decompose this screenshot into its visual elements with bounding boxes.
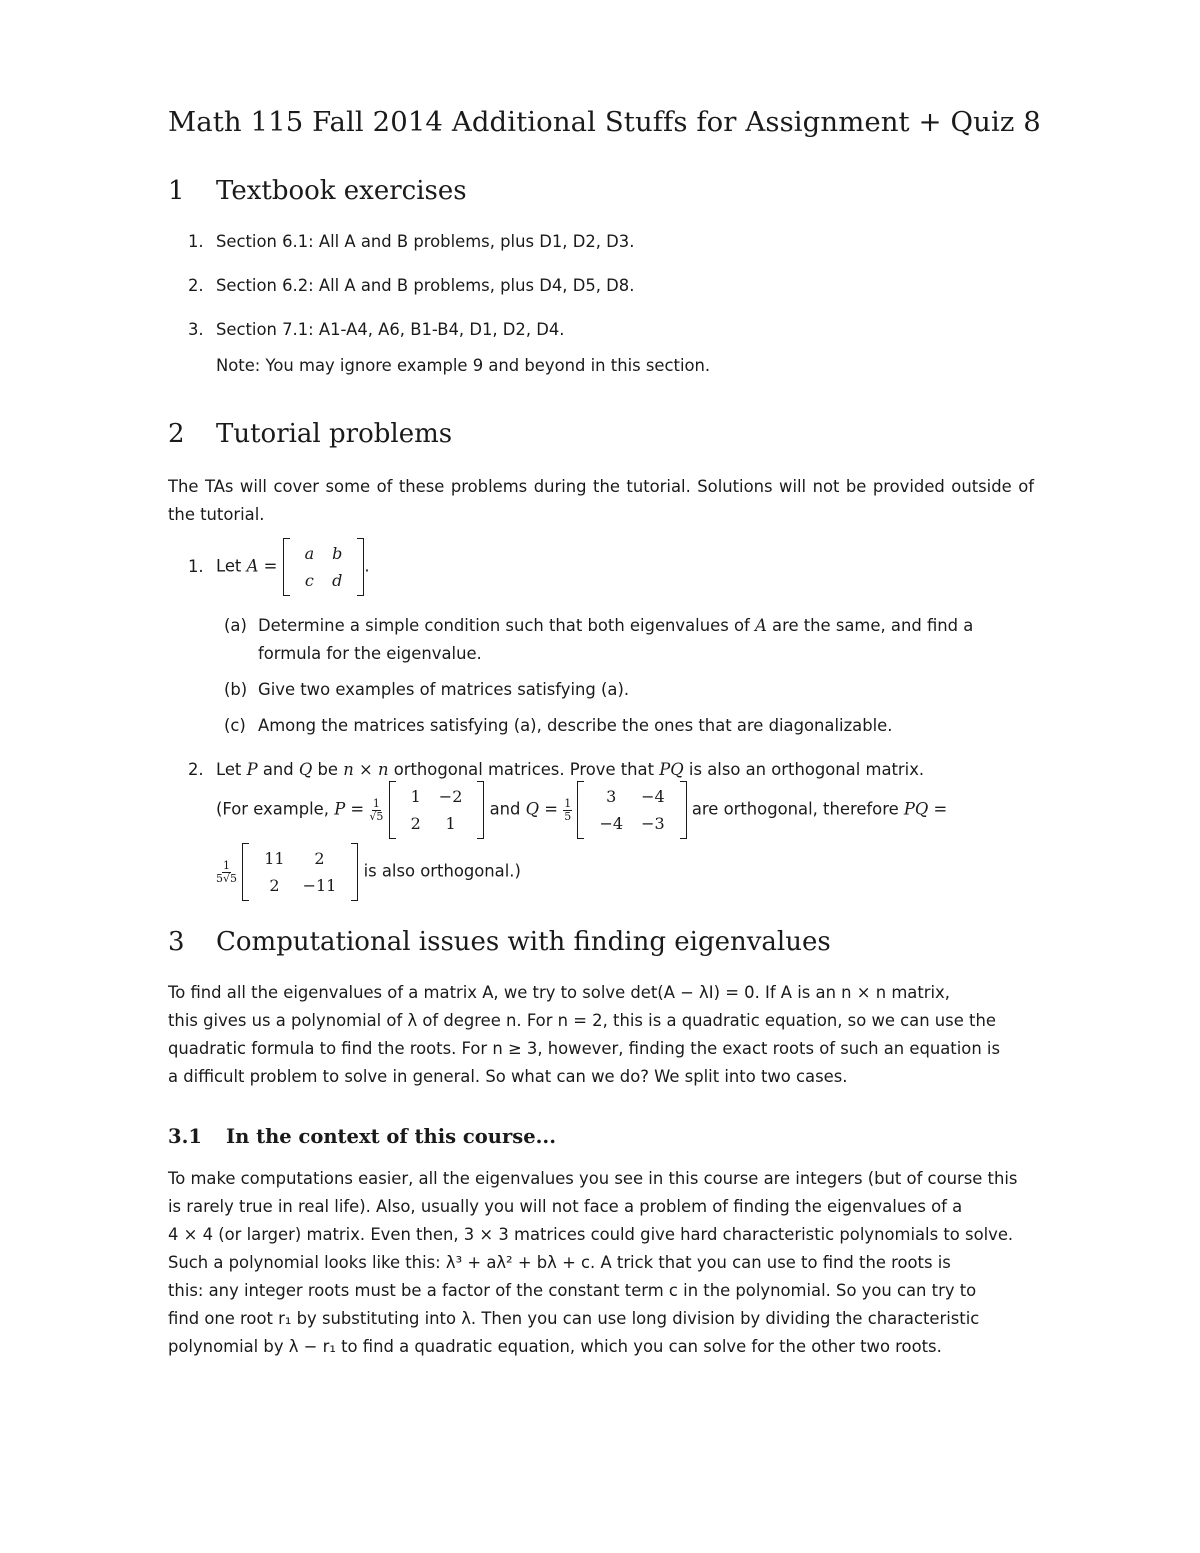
- matrix-cell: c: [304, 571, 314, 590]
- matrix-q: [577, 781, 686, 839]
- math-var: P: [334, 799, 346, 819]
- paragraph-line: Such a polynomial looks like this: λ³ + aλ² + bλ + c. A trick that you can use to find the roots is: [168, 1253, 951, 1272]
- subproblem-c: [224, 716, 892, 735]
- item-number: 2.: [188, 760, 204, 779]
- item-number: (a): [224, 616, 247, 635]
- math-op: =: [928, 799, 948, 819]
- text: are the same, and find a: [766, 616, 974, 635]
- item-number: 3.: [188, 320, 204, 339]
- section-title: In the context of this course...: [226, 1125, 556, 1148]
- math-var: P: [246, 760, 258, 779]
- subproblem-a: [224, 616, 973, 635]
- matrix-pq: [242, 843, 358, 901]
- text: is also orthogonal.): [363, 861, 521, 881]
- matrix-cell: a: [304, 544, 315, 563]
- fraction: [563, 798, 572, 823]
- matrix-cell: −4: [641, 787, 665, 806]
- paragraph-line: To find all the eigenvalues of a matrix A, we try to solve det(A − λI) = 0. If A is an n × n matrix,: [168, 983, 950, 1002]
- math-expr: n × n: [343, 760, 389, 779]
- problem-1: [188, 538, 370, 596]
- math-op: =: [539, 799, 564, 819]
- item-number: 1.: [188, 232, 204, 251]
- matrix-cell: −2: [438, 787, 463, 806]
- matrix-cell: 1: [410, 787, 421, 806]
- matrix-cell: 2: [410, 814, 421, 833]
- matrix-cell: 2: [314, 849, 325, 868]
- item-number: (c): [224, 716, 246, 735]
- problem-2-example-line: [216, 781, 947, 839]
- paragraph-line: quadratic formula to find the roots. For n ≥ 3, however, finding the exact roots of such an equation is: [168, 1039, 1001, 1058]
- numerator: 1: [223, 858, 230, 872]
- tutorial-intro: The TAs will cover some of these problems during the tutorial. Solutions will not be provided outside of the tutorial.: [168, 477, 1034, 524]
- math-var: A: [246, 556, 259, 576]
- text: is also an orthogonal matrix.: [683, 760, 925, 779]
- matrix-cell: 1: [445, 814, 456, 833]
- list-item: [188, 320, 565, 339]
- note-text: Note: You may ignore example 9 and beyond in this section.: [216, 356, 711, 375]
- item-number: 1.: [188, 556, 204, 576]
- denominator: √5: [369, 809, 384, 823]
- math-var: Q: [298, 760, 313, 779]
- fraction: [369, 798, 383, 823]
- math-var: PQ: [903, 799, 929, 819]
- paragraph-line: a difficult problem to solve in general. So what can we do? We split into two cases.: [168, 1067, 848, 1086]
- text: Determine a simple condition such that both eigenvalues of: [258, 616, 755, 635]
- section-2-heading: [168, 419, 452, 449]
- item-text: Section 6.2: All A and B problems, plus D4, D5, D8.: [216, 276, 635, 295]
- matrix-cell: 2: [269, 876, 280, 895]
- math-op: =: [345, 799, 370, 819]
- paragraph-line: 4 × 4 (or larger) matrix. Even then, 3 × 3 matrices could give hard characteristic polynomials to solve.: [168, 1225, 1014, 1244]
- text: Among the matrices satisfying (a), describe the ones that are diagonalizable.: [258, 716, 893, 735]
- subsection-3-1-heading: [168, 1125, 556, 1148]
- item-text: Section 7.1: A1-A4, A6, B1-B4, D1, D2, D4.: [216, 320, 565, 339]
- section-title: Tutorial problems: [216, 419, 453, 449]
- paragraph-line: To make computations easier, all the eigenvalues you see in this course are integers (but of course this: [168, 1169, 1018, 1188]
- matrix-p: [389, 781, 485, 839]
- section-number: 1: [168, 176, 185, 206]
- problem-2-result-line: [216, 843, 521, 901]
- list-item: [188, 276, 634, 295]
- denominator: 5√5: [216, 871, 238, 885]
- numerator: 1: [372, 796, 380, 810]
- fraction: [216, 860, 237, 885]
- section-number: 3.1: [168, 1125, 202, 1148]
- text: and: [489, 799, 526, 819]
- section-number: 3: [168, 927, 185, 957]
- text: Let: [216, 556, 247, 576]
- matrix-a: [283, 538, 365, 596]
- matrix-cell: d: [332, 571, 343, 590]
- list-item: [188, 232, 634, 251]
- item-text: Section 6.1: All A and B problems, plus D1, D2, D3.: [216, 232, 635, 251]
- section-1-heading: [168, 176, 467, 206]
- text: Give two examples of matrices satisfying (a).: [258, 680, 630, 699]
- section-3-heading: [168, 927, 831, 957]
- page-title: Math 115 Fall 2014 Additional Stuffs for Assignment + Quiz 8: [168, 106, 1041, 138]
- paragraph-line: is rarely true in real life). Also, usually you will not face a problem of finding the eigenvalues of a: [168, 1197, 963, 1216]
- text: orthogonal matrices. Prove that: [388, 760, 660, 779]
- paragraph-line: find one root r₁ by substituting into λ. Then you can use long division by dividing the characteristic: [168, 1309, 980, 1328]
- matrix-cell: 3: [606, 787, 617, 806]
- text: Let: [216, 760, 247, 779]
- matrix-cell: −3: [641, 814, 665, 833]
- text: .: [364, 556, 370, 576]
- section-number: 2: [168, 419, 185, 449]
- math-var: PQ: [659, 760, 684, 779]
- text: be: [312, 760, 344, 779]
- paragraph-line: this: any integer roots must be a factor of the constant term c in the polynomial. So you can try to: [168, 1281, 977, 1300]
- numerator: 1: [564, 796, 572, 810]
- text: (For example,: [216, 799, 335, 819]
- item-number: (b): [224, 680, 248, 699]
- paragraph-line: this gives us a polynomial of λ of degree n. For n = 2, this is a quadratic equation, so we can use the: [168, 1011, 996, 1030]
- matrix-cell: −11: [302, 876, 337, 895]
- math-op: =: [258, 556, 283, 576]
- matrix-cell: −4: [599, 814, 624, 833]
- denominator: 5: [564, 809, 572, 823]
- text: are orthogonal, therefore: [691, 799, 904, 819]
- subproblem-a-cont: formula for the eigenvalue.: [258, 644, 482, 663]
- matrix-cell: b: [332, 544, 343, 563]
- subproblem-b: [224, 680, 629, 699]
- matrix-cell: 11: [264, 849, 285, 868]
- problem-2: [188, 760, 924, 779]
- math-var: Q: [525, 799, 540, 819]
- item-number: 2.: [188, 276, 204, 295]
- math-var: A: [754, 616, 767, 635]
- section-title: Computational issues with finding eigenvalues: [216, 927, 831, 957]
- paragraph-line: polynomial by λ − r₁ to find a quadratic equation, which you can solve for the other two roots.: [168, 1337, 942, 1356]
- text: and: [257, 760, 299, 779]
- section-title: Textbook exercises: [216, 176, 467, 206]
